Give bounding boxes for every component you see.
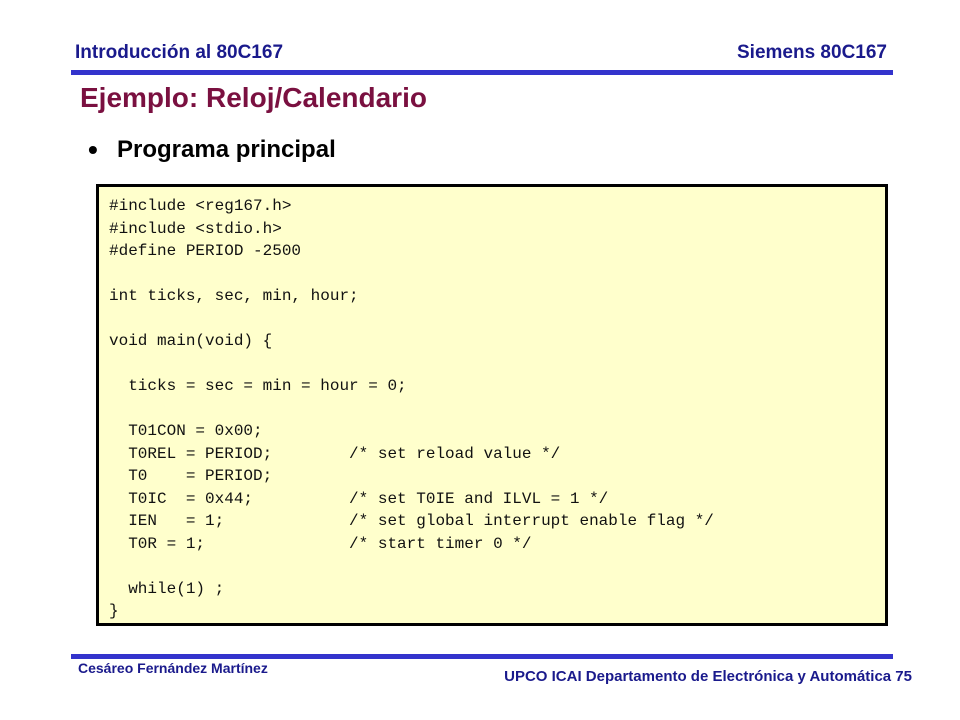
bullet-text: Programa principal: [117, 136, 336, 163]
bullet-marker: •: [88, 134, 98, 165]
code-lines: [109, 195, 714, 623]
code-line: T0IC = 0x44; /* set T0IE and ILVL = 1 */: [109, 489, 609, 508]
slide-title: Ejemplo: Reloj/Calendario: [80, 82, 427, 113]
footer-author: Cesáreo Fernández Martínez: [78, 660, 268, 676]
header-course-subject: Siemens 80C167: [737, 42, 887, 63]
footer-institution-page: UPCO ICAI Departamento de Electrónica y Automática 75: [504, 668, 912, 685]
header-course-title: Introducción al 80C167: [75, 42, 284, 63]
code-line: [109, 308, 714, 331]
code-line: T0R = 1; /* start timer 0 */: [109, 534, 532, 553]
code-line: [109, 263, 714, 286]
code-line: ticks = sec = min = hour = 0;: [109, 377, 407, 395]
code-line: [109, 353, 714, 376]
code-line: T0 = PERIOD;: [109, 467, 273, 485]
code-line: IEN = 1; /* set global interrupt enable flag */: [109, 512, 714, 530]
code-line: void main(void) {: [109, 332, 273, 350]
code-line: }: [109, 602, 119, 620]
code-line: [109, 398, 714, 421]
code-block: [96, 184, 888, 626]
code-line: T01CON = 0x00;: [109, 422, 263, 440]
top-divider: [71, 70, 893, 75]
code-line: #include <reg167.h>: [109, 197, 292, 215]
code-line: while(1) ;: [109, 579, 225, 598]
code-line: #define PERIOD -2500: [109, 242, 302, 260]
code-line: T0REL = PERIOD; /* set reload value */: [109, 444, 561, 463]
code-line: [109, 555, 714, 578]
code-line: #include <stdio.h>: [109, 219, 282, 238]
code-line: int ticks, sec, min, hour;: [109, 287, 359, 305]
bottom-divider: [71, 654, 893, 659]
